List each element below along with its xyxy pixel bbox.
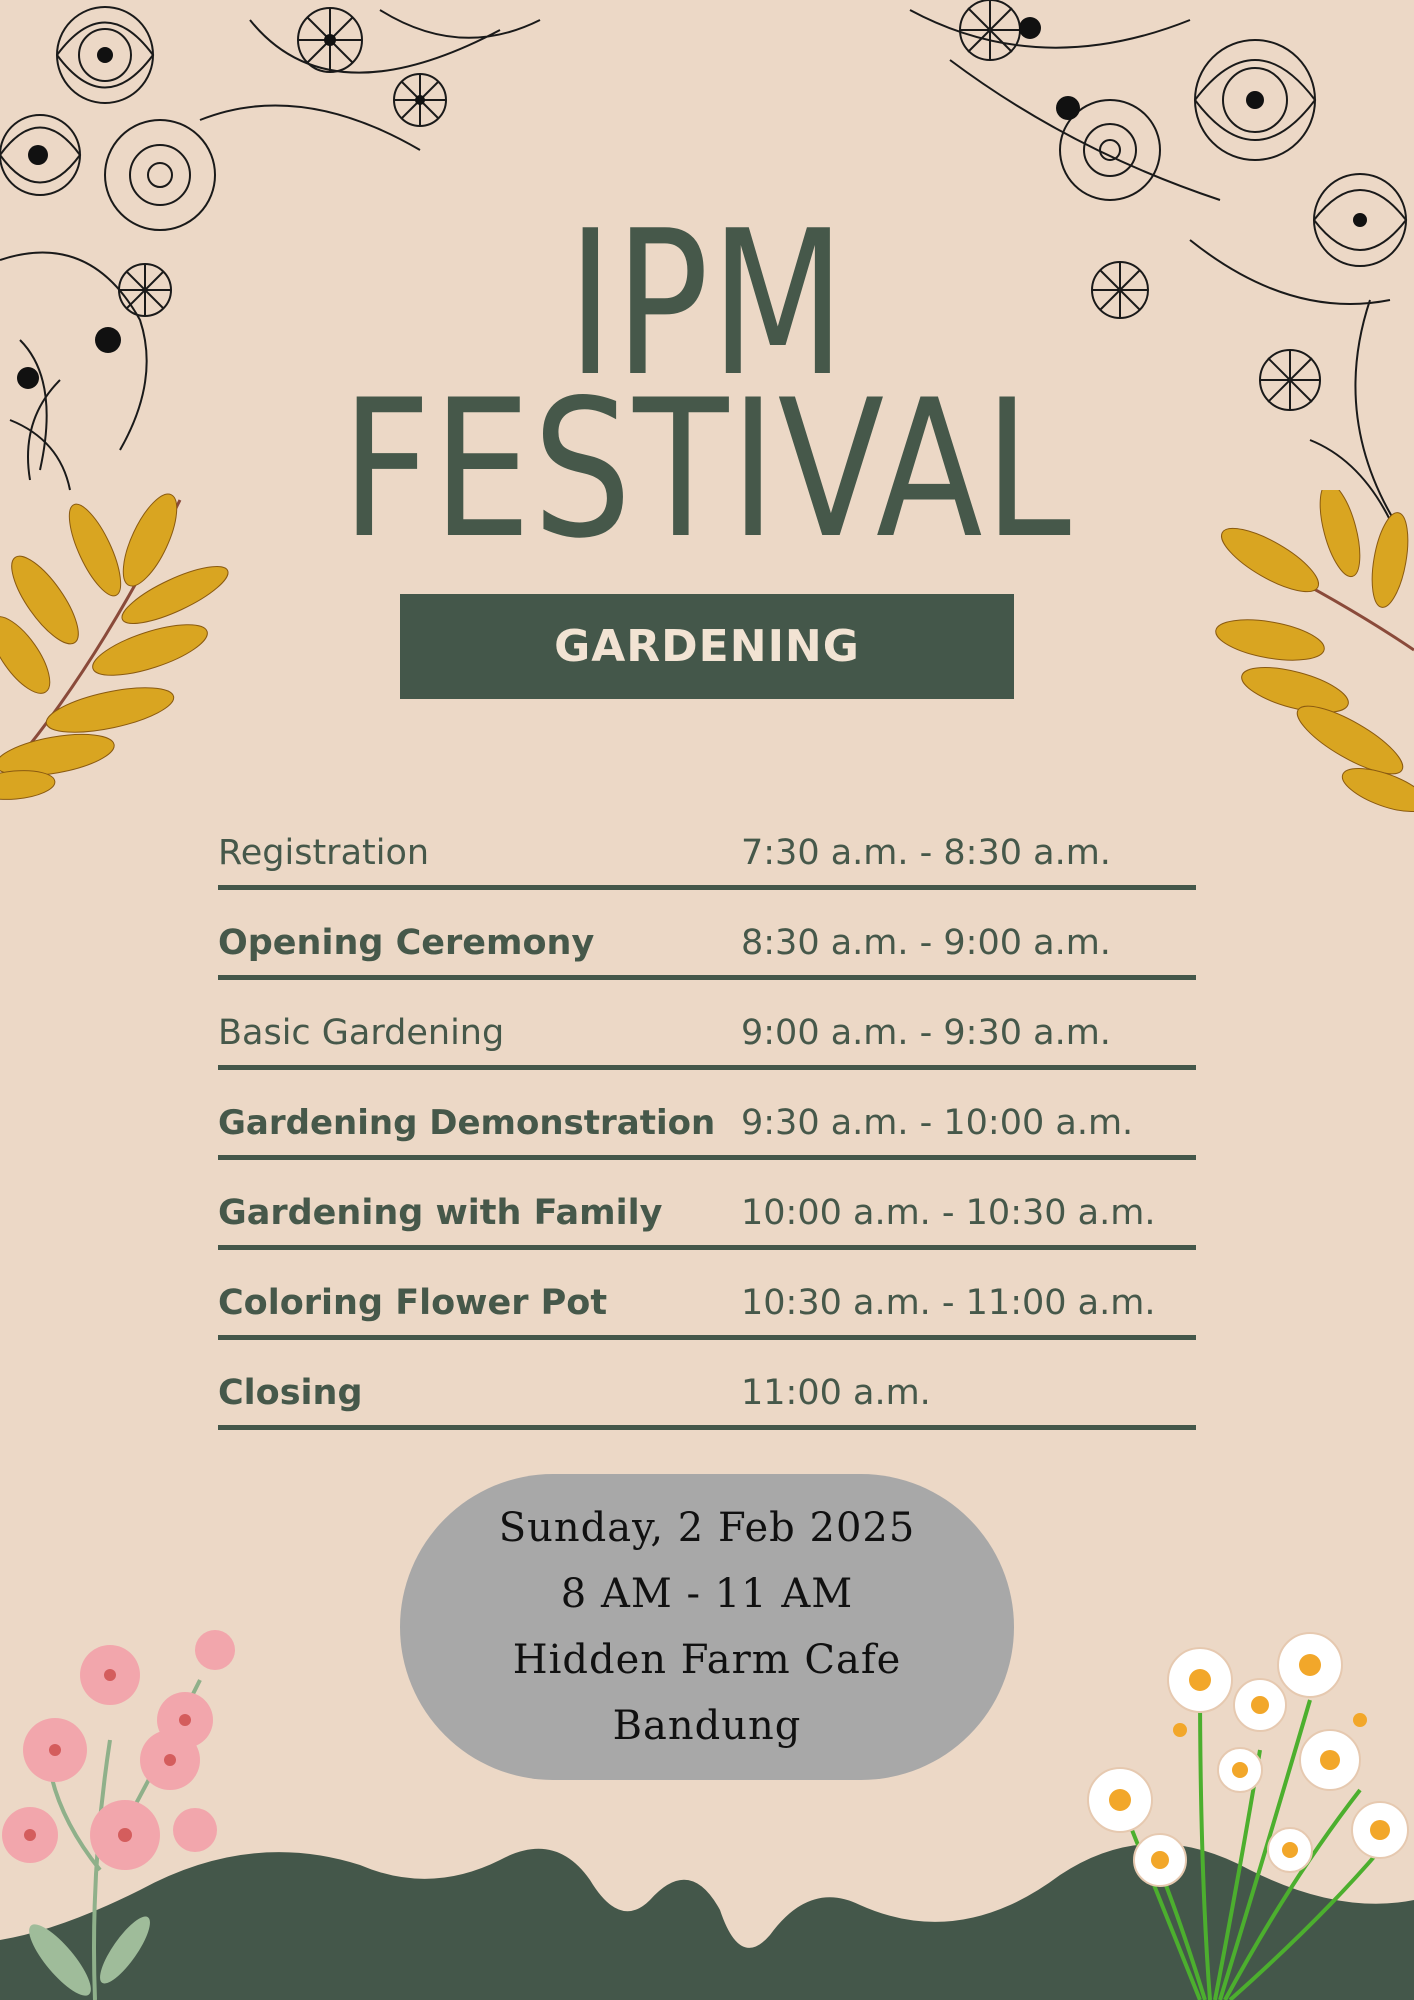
event-venue: Hidden Farm Cafe	[512, 1637, 902, 1683]
activity-time: 10:00 a.m. - 10:30 a.m.	[741, 1193, 1156, 1233]
event-time: 8 AM - 11 AM	[560, 1571, 854, 1617]
event-date: Sunday, 2 Feb 2025	[498, 1505, 916, 1551]
schedule-row	[218, 980, 1196, 1070]
activity-name: Gardening with Family	[218, 1193, 663, 1233]
schedule-row	[218, 1160, 1196, 1250]
activity-name: Opening Ceremony	[218, 923, 595, 963]
activity-time: 8:30 a.m. - 9:00 a.m.	[741, 923, 1111, 963]
activity-time: 11:00 a.m.	[741, 1373, 931, 1413]
schedule-row	[218, 800, 1196, 890]
activity-name: Registration	[218, 833, 430, 873]
schedule-row	[218, 1070, 1196, 1160]
daisy-bouquet-bottom-right	[1060, 1620, 1414, 2000]
event-info-pill	[400, 1474, 1014, 1780]
activity-name: Basic Gardening	[218, 1013, 505, 1053]
event-title-line2: FESTIVAL	[341, 359, 1073, 580]
activity-time: 10:30 a.m. - 11:00 a.m.	[741, 1283, 1156, 1323]
schedule-row	[218, 1340, 1196, 1430]
activity-name: Gardening Demonstration	[218, 1103, 716, 1143]
activity-name: Closing	[218, 1373, 363, 1413]
activity-time: 7:30 a.m. - 8:30 a.m.	[741, 833, 1111, 873]
schedule-row	[218, 890, 1196, 980]
schedule-row	[218, 1250, 1196, 1340]
activity-time: 9:00 a.m. - 9:30 a.m.	[741, 1013, 1111, 1053]
activity-name: Coloring Flower Pot	[218, 1283, 608, 1323]
activity-time: 9:30 a.m. - 10:00 a.m.	[741, 1103, 1134, 1143]
event-title-line1: IPM	[567, 188, 847, 421]
schedule-table	[218, 800, 1196, 1430]
event-city: Bandung	[612, 1703, 802, 1749]
category-label: GARDENING	[554, 621, 860, 672]
pink-flowers-bottom-left	[0, 1620, 260, 2000]
category-badge	[400, 594, 1014, 699]
